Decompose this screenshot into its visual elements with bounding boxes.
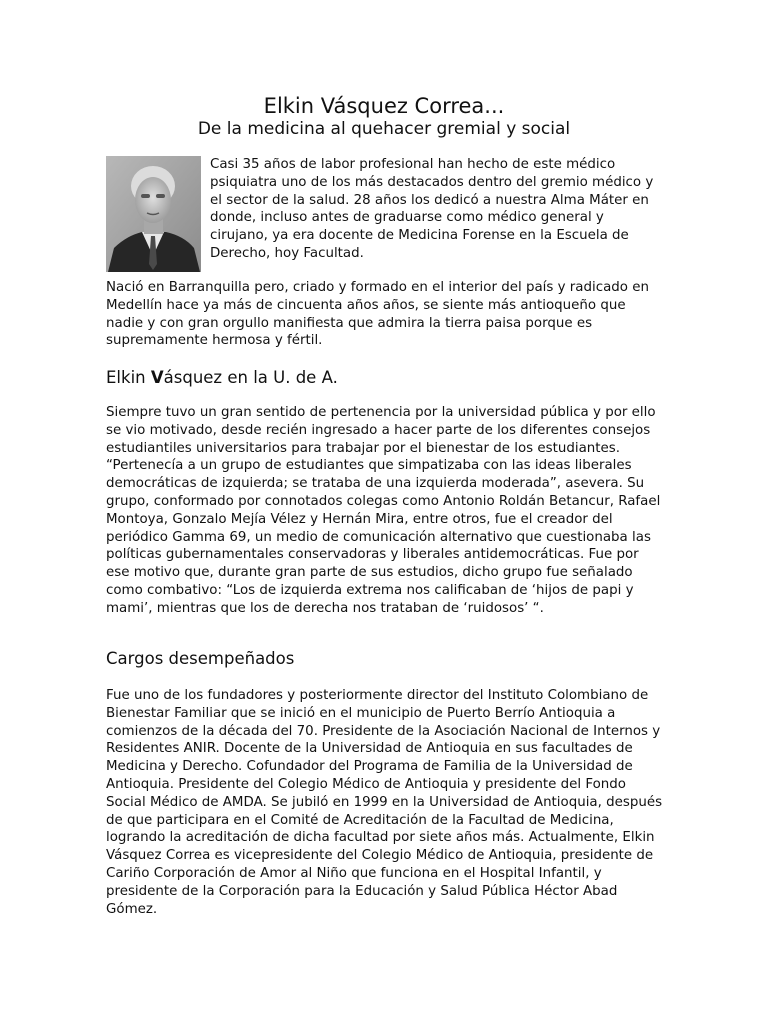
article-title: Elkin Vásquez Correa... xyxy=(263,94,505,118)
section-heading-university xyxy=(106,367,338,389)
intro-paragraph: Casi 35 años de labor profesional han hecho de este médico psiquiatra uno de los más destacados dentro del gremio médico y el sector de la salud. 28 años los dedicó a nuestra Alma Máter en donde, incluso antes de graduarse como médico general y cirujano, ya era docente de Medicina Forense en la Escuela de Derecho, hoy Facultad. xyxy=(210,157,654,261)
section-heading-positions: Cargos desempeñados xyxy=(106,649,295,668)
section-heading-university-pre: Elkin xyxy=(106,368,151,387)
section-heading-university-bold: V xyxy=(150,368,164,387)
origin-paragraph: Nació en Barranquilla pero, criado y formado en el interior del país y radicado en Medellín hace ya más de cincuenta años años, se siente más antioqueño que nadie y con gran orgullo manifiesta que admira la tierra paisa porque es supremamente hermosa y fértil. xyxy=(106,280,649,349)
portrait-photo xyxy=(106,156,201,272)
portrait-image xyxy=(106,156,201,272)
positions-paragraph: Fue uno de los fundadores y posteriormente director del Instituto Colombiano de Bienestar Familiar que se inició en el municipio de Puerto Berrío Antioquia a comienzos de la década del 70. Presidente de la Asociación Nacional de Internos y Residentes ANIR. Docente de la Universidad de Antioquia en sus facultades de Medicina y Derecho. Cofundador del Programa de Familia de la Universidad de Antioquia. Presidente del Colegio Médico de Antioquia y presidente del Fondo Social Médico de AMDA. Se jubiló en 1999 en la Universidad de Antioquia, después de que participara en el Comité de Acreditación de la Facultad de Medicina, logrando la acreditación de dicha facultad por siete años más. Actualmente, Elkin Vásquez Correa es vicepresidente del Colegio Médico de Antioquia, presidente de Cariño Corporación de Amor al Niño que funciona en el Hospital Infantil, y presidente de la Corporación para la Educación y Salud Pública Héctor Abad Gómez. xyxy=(106,688,663,917)
section-heading-university-post: ásquez en la U. de A. xyxy=(163,368,338,387)
university-paragraph: Siempre tuvo un gran sentido de pertenencia por la universidad pública y por ello se vio motivado, desde recién ingresado a hacer parte de los diferentes consejos estudiantiles universitarios para trabajar por el bienestar de los estudiantes. “Pertenecía a un grupo de estudiantes que simpatizaba con las ideas liberales democráticas de izquierda; se trataba de una izquierda moderada”, asevera. Su grupo, conformado por connotados colegas como Antonio Roldán Betancur, Rafael Montoya, Gonzalo Mejía Vélez y Hernán Mira, entre otros, fue el creador del periódico Gamma 69, un medio de comunicación alternativo que cuestionaba las políticas gubernamentales conservadoras y liberales antidemocráticas. Fue por ese motivo que, durante gran parte de sus estudios, dicho grupo fue señalado como combativo: “Los de izquierda extrema nos calificaban de ‘hijos de papi y mami’, mientras que los de derecha nos trataban de ‘ruidosos’ “. xyxy=(106,405,661,616)
article-subtitle: De la medicina al quehacer gremial y social xyxy=(197,119,571,139)
